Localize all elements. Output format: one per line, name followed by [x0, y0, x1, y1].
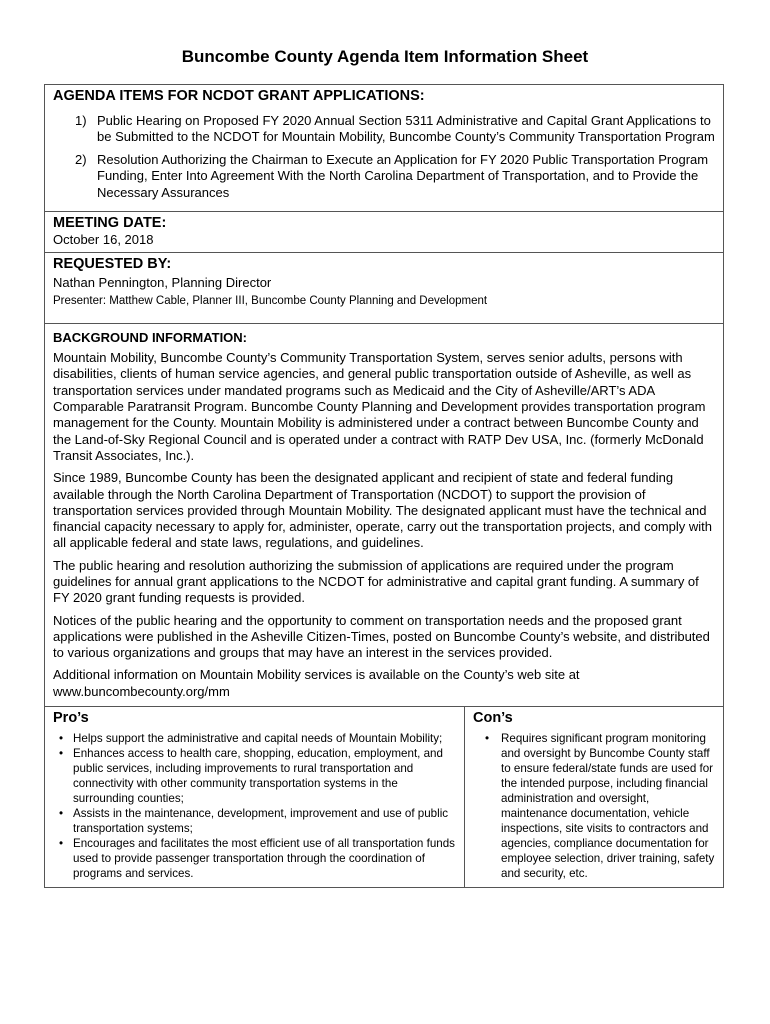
background-paragraph: The public hearing and resolution authorizing the submission of applications are required under the program guidelines for annual grant applications to the NCDOT for administrative and capital grant funding. A summary of FY 2020 grant funding requests is provided.: [53, 557, 699, 606]
page-title: Buncombe County Agenda Item Information Sheet: [181, 47, 589, 66]
agenda-item: [53, 152, 715, 201]
pros-item-text: Helps support the administrative and capital needs of Mountain Mobility;: [73, 732, 443, 746]
presenter-text: Presenter: Matthew Cable, Planner III, Buncombe County Planning and Development: [53, 294, 488, 307]
requested-by-heading: REQUESTED BY:: [53, 256, 172, 273]
background-paragraph: Additional information on Mountain Mobility services is available on the County’s web site at www.buncombecounty.org/mm: [53, 667, 580, 699]
agenda-section: [45, 85, 723, 212]
list-item: [53, 836, 458, 881]
pros-item-text: Encourages and facilitates the most efficient use of all transportation funds used to provide passenger transportation through the coordination of programs and services.: [73, 837, 455, 881]
pros-item-text: Assists in the maintenance, development, improvement and use of public transportation systems;: [73, 807, 449, 836]
background-paragraph: Mountain Mobility, Buncombe County’s Community Transportation System, serves senior adults, persons with disabilities, clients of human service agencies, and general public transportation outside of Asheville, as well as transportation services under mandated programs such as Medicaid and the City of Asheville/ART’s ADA Comparable Paratransit Program. Buncombe County Planning and Development provides transportation program management for the County. Mountain Mobility is administered under a contract between Buncombe County and the Land-of-Sky Regional Council and is operated under a contract with RATP Dev USA, Inc. (formerly McDonald Transit Associates, Inc.).: [53, 350, 706, 463]
bullet-icon: •: [59, 732, 64, 746]
meeting-date-value: October 16, 2018: [53, 232, 154, 248]
meeting-date-heading: MEETING DATE:: [53, 215, 167, 232]
list-item: [53, 731, 458, 746]
background-paragraph: Notices of the public hearing and the opportunity to comment on transportation needs and the proposed grant applications were published in the Asheville Citizen-Times, posted on Buncombe County’s website, and distributed to various organizations and groups that may have an interest in the services provided.: [53, 612, 710, 661]
bullet-icon: •: [59, 807, 64, 821]
agenda-item-text: Resolution Authorizing the Chairman to Execute an Application for FY 2020 Public Transportation Program Funding, Enter Into Agreement With the North Carolina Department of Transportation, and to Provide the Necessary Assurances: [97, 151, 709, 200]
agenda-item-text: Public Hearing on Proposed FY 2020 Annual Section 5311 Administrative and Capital Grant Applications to be Submitted to the NCDOT for Mountain Mobility, Buncombe County’s Community Transportation Program: [97, 113, 715, 145]
bullet-icon: •: [59, 747, 64, 761]
background-section: [45, 324, 723, 707]
pros-column: [45, 707, 465, 887]
background-paragraph: Since 1989, Buncombe County has been the designated applicant and recipient of state and federal funding available through the North Carolina Department of Transportation (NCDOT) to support the provision of transportation services provided through Mountain Mobility. The designated applicant must have the technical and financial capacity necessary to apply for, administer, operate, carry out the transportation projects, and comply with all applicable federal and state laws, regulations, and guidelines.: [53, 470, 713, 551]
pros-heading: Pro’s: [53, 710, 89, 727]
meeting-date-section: [45, 212, 723, 253]
bullet-icon: •: [59, 837, 64, 851]
info-sheet-table: [44, 84, 724, 888]
requested-by-value: Nathan Pennington, Planning Director: [53, 275, 272, 291]
requested-by-section: [45, 253, 723, 323]
agenda-item-number: 1): [75, 113, 87, 128]
list-item: [473, 731, 717, 881]
agenda-item-number: 2): [75, 151, 87, 167]
pros-cons-section: [45, 707, 723, 887]
cons-heading: Con’s: [473, 710, 513, 727]
agenda-heading: AGENDA ITEMS FOR NCDOT GRANT APPLICATIONS:: [53, 88, 425, 104]
pros-list: [53, 731, 458, 881]
pros-item-text: Enhances access to health care, shopping, education, employment, and public services, including improvements to rural transportation and connectivity with other community transportation systems in the surrounding counties;: [73, 747, 443, 806]
agenda-item: [53, 113, 715, 146]
cons-list: [473, 731, 717, 881]
cons-column: [465, 707, 723, 887]
background-heading: BACKGROUND INFORMATION:: [53, 329, 248, 345]
agenda-list: [53, 113, 715, 201]
cons-item-text: Requires significant program monitoring and oversight by Buncombe County staff to ensure federal/state funds are used for the intended purpose, including financial administration and oversight, maintenance documentation, vehicle inspections, site visits to contractors and agencies, compliance documentation for employee selection, driver training, safety and security, etc.: [501, 732, 715, 881]
list-item: [53, 746, 458, 806]
list-item: [53, 806, 458, 836]
bullet-icon: •: [485, 732, 490, 746]
